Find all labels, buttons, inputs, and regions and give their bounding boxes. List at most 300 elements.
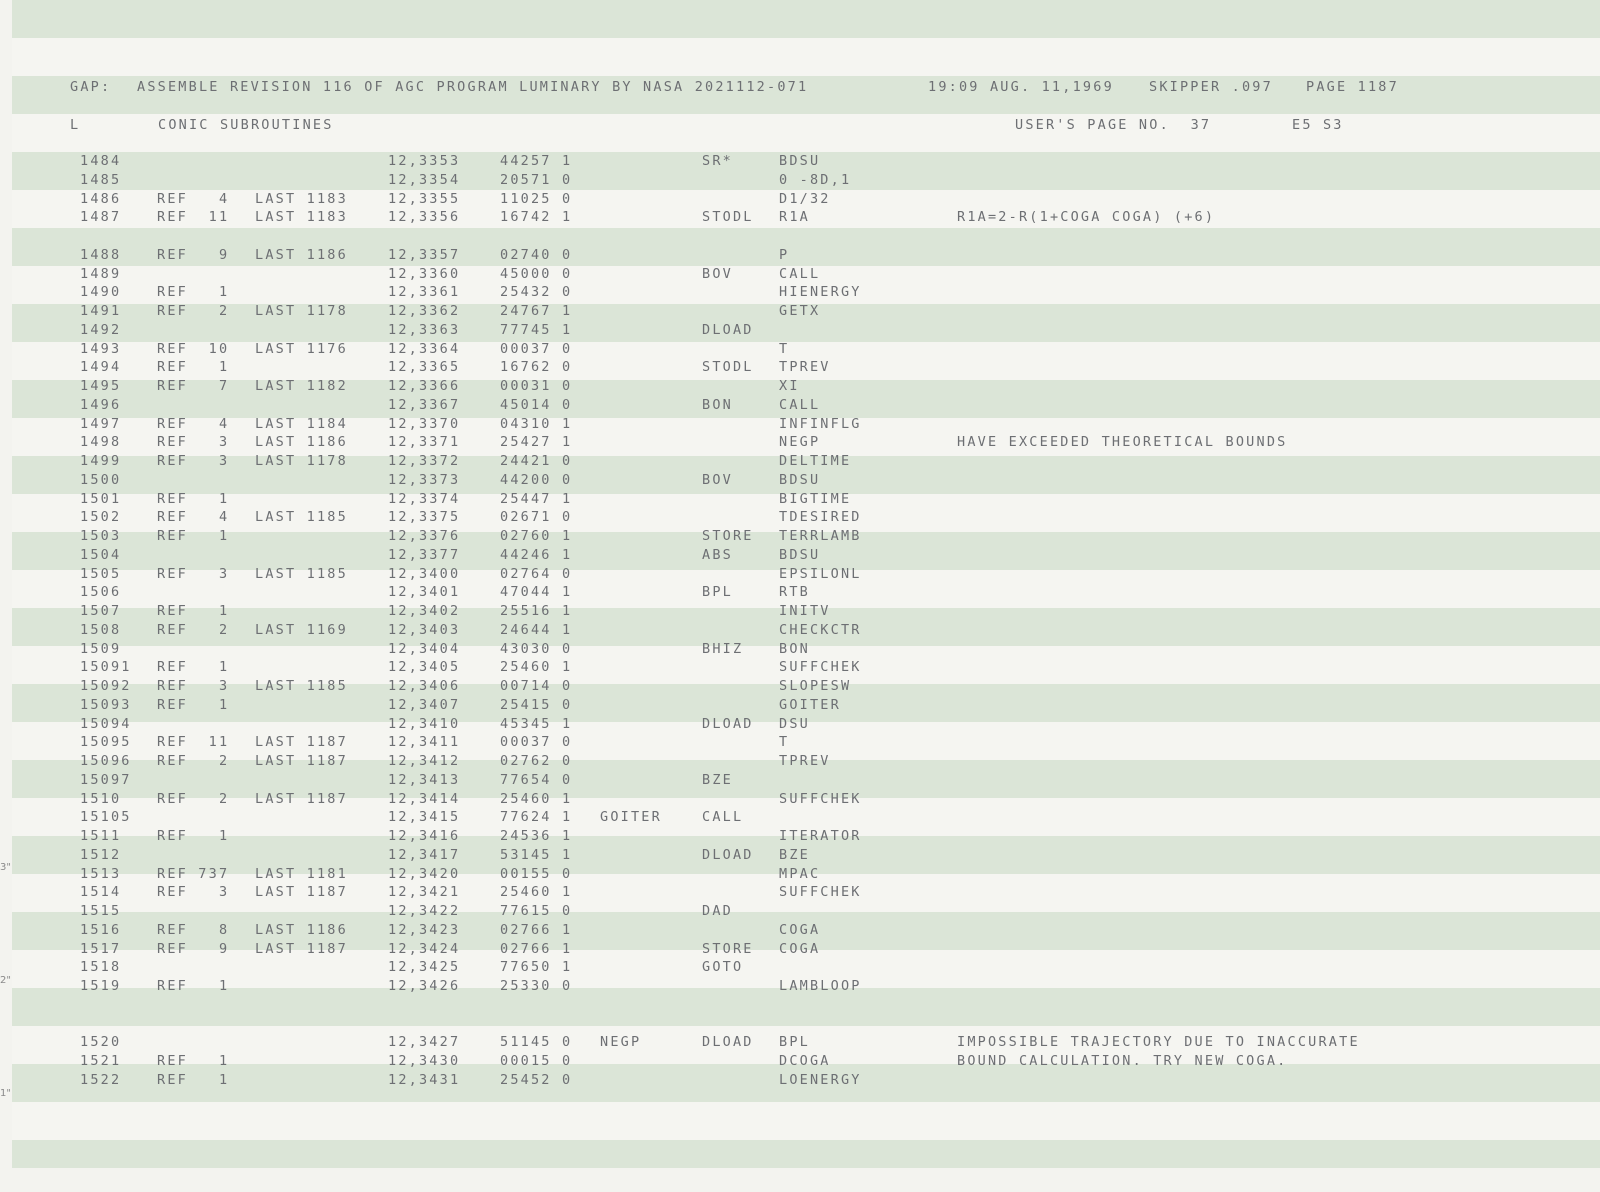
opcode: CALL (702, 809, 744, 826)
line-number: 1522 (80, 1071, 122, 1088)
listing-row (12, 433, 1600, 451)
listing-row (12, 508, 1600, 526)
address: 12,3354 (388, 171, 461, 188)
octal-word: 24536 1 (500, 828, 573, 844)
operand: T (779, 340, 790, 357)
ref-count: REF 737 (157, 865, 230, 882)
listing-row (12, 808, 1600, 826)
octal-word: 02766 1 (500, 921, 573, 938)
last-ref: LAST 1186 (255, 434, 348, 451)
operand: SUFFCHEK (779, 884, 862, 901)
last-ref: LAST 1178 (255, 303, 348, 319)
line-number: 1496 (80, 396, 122, 413)
line-number: 1485 (80, 171, 122, 188)
listing-row (12, 546, 1600, 564)
listing-row (12, 940, 1600, 958)
ref-count: REF 1 (157, 359, 230, 376)
line-number: 1502 (80, 509, 122, 526)
address: 12,3355 (388, 190, 461, 207)
address: 12,3407 (388, 696, 461, 713)
octal-word: 02762 0 (500, 753, 573, 769)
line-number: 1503 (80, 528, 122, 544)
ref-count: REF 11 (157, 734, 230, 751)
opcode: DLOAD (702, 715, 754, 732)
address: 12,3402 (388, 603, 461, 619)
octal-word: 24644 1 (500, 621, 573, 638)
address: 12,3366 (388, 378, 461, 394)
address: 12,3364 (388, 340, 461, 357)
line-number: 1491 (80, 303, 122, 319)
margin-mark: 2" (0, 975, 11, 986)
listing-row (12, 452, 1600, 470)
octal-word: 24421 0 (500, 453, 573, 469)
address: 12,3415 (388, 809, 461, 826)
ref-count: REF 2 (157, 753, 230, 769)
opcode: BOV (702, 471, 733, 488)
opcode: GOTO (702, 959, 744, 976)
last-ref: LAST 1182 (255, 378, 348, 394)
last-ref: LAST 1178 (255, 453, 348, 469)
line-number: 15105 (80, 809, 132, 826)
operand: GOITER (779, 696, 841, 713)
listing-row (12, 152, 1600, 170)
operand: CALL (779, 265, 821, 282)
section-title: CONIC SUBROUTINES (158, 117, 334, 133)
listing-row (12, 1052, 1600, 1070)
octal-word: 00031 0 (500, 378, 573, 394)
ref-count: REF 1 (157, 490, 230, 507)
octal-word: 77615 0 (500, 903, 573, 919)
opcode: STODL (702, 209, 754, 226)
ref-count: REF 2 (157, 303, 230, 319)
opcode: SR* (702, 153, 733, 169)
operand: LOENERGY (779, 1071, 862, 1088)
operand: TERRLAMB (779, 528, 862, 544)
address: 12,3372 (388, 453, 461, 469)
operand: SUFFCHEK (779, 790, 862, 807)
ref-count: REF 10 (157, 340, 230, 357)
line-number: 1498 (80, 434, 122, 451)
line-number: 1494 (80, 359, 122, 376)
ref-count: REF 1 (157, 978, 230, 994)
listing-row (12, 1015, 1600, 1033)
listing-row (12, 471, 1600, 489)
listing-row (12, 602, 1600, 620)
ref-count: REF 3 (157, 884, 230, 901)
listing-row (12, 321, 1600, 339)
octal-word: 00015 0 (500, 1053, 573, 1069)
address: 12,3426 (388, 978, 461, 994)
octal-word: 25415 0 (500, 696, 573, 713)
line-number: 1493 (80, 340, 122, 357)
address: 12,3427 (388, 1034, 461, 1051)
address: 12,3367 (388, 396, 461, 413)
address: 12,3413 (388, 771, 461, 788)
listing-row (12, 246, 1600, 264)
operand: CALL (779, 396, 821, 413)
last-ref: LAST 1183 (255, 209, 348, 226)
listing-row (12, 340, 1600, 358)
line-number: 15093 (80, 696, 132, 713)
operand: TPREV (779, 359, 831, 376)
address: 12,3421 (388, 884, 461, 901)
octal-word: 25452 0 (500, 1071, 573, 1088)
address: 12,3417 (388, 846, 461, 863)
operand: BDSU (779, 546, 821, 563)
address: 12,3400 (388, 565, 461, 582)
listing-row (12, 415, 1600, 433)
octal-word: 45000 0 (500, 265, 573, 282)
octal-word: 53145 1 (500, 846, 573, 863)
last-ref: LAST 1187 (255, 734, 348, 751)
address: 12,3357 (388, 246, 461, 263)
operand: COGA (779, 921, 821, 938)
operand: SLOPESW (779, 678, 852, 694)
comment: IMPOSSIBLE TRAJECTORY DUE TO INACCURATE (957, 1034, 1360, 1051)
address: 12,3403 (388, 621, 461, 638)
octal-word: 02740 0 (500, 246, 573, 263)
operand: ITERATOR (779, 828, 862, 844)
ref-count: REF 1 (157, 659, 230, 676)
octal-word: 45014 0 (500, 396, 573, 413)
octal-word: 02760 1 (500, 528, 573, 544)
address: 12,3353 (388, 153, 461, 169)
line-number: 1517 (80, 940, 122, 957)
listing-row (12, 790, 1600, 808)
operand: HIENERGY (779, 284, 862, 301)
octal-word: 77650 1 (500, 959, 573, 976)
statement-label: NEGP (600, 1034, 642, 1051)
opcode: STORE (702, 940, 754, 957)
last-ref: LAST 1185 (255, 565, 348, 582)
ref-count: REF 8 (157, 921, 230, 938)
opcode: DLOAD (702, 1034, 754, 1051)
address: 12,3410 (388, 715, 461, 732)
line-number: 1513 (80, 865, 122, 882)
address: 12,3414 (388, 790, 461, 807)
line-number: 1497 (80, 415, 122, 432)
octal-word: 77745 1 (500, 321, 573, 338)
ref-count: REF 2 (157, 790, 230, 807)
opcode: DAD (702, 903, 733, 919)
octal-word: 02766 1 (500, 940, 573, 957)
line-number: 1505 (80, 565, 122, 582)
operand: INITV (779, 603, 831, 619)
ref-count: REF 1 (157, 528, 230, 544)
address: 12,3411 (388, 734, 461, 751)
operand: XI (779, 378, 800, 394)
opcode: BHIZ (702, 640, 744, 657)
listing-row (12, 902, 1600, 920)
line-number: 1507 (80, 603, 122, 619)
address: 12,3376 (388, 528, 461, 544)
octal-word: 47044 1 (500, 584, 573, 601)
octal-word: 77624 1 (500, 809, 573, 826)
line-number: 1520 (80, 1034, 122, 1051)
line-number: 1488 (80, 246, 122, 263)
listing-row (12, 846, 1600, 864)
timestamp: 19:09 AUG. 11,1969 (928, 79, 1114, 95)
operand: GETX (779, 303, 821, 319)
address: 12,3404 (388, 640, 461, 657)
ref-count: REF 4 (157, 415, 230, 432)
line-number: 1490 (80, 284, 122, 301)
line-number: 1516 (80, 921, 122, 938)
listing-row (12, 752, 1600, 770)
address: 12,3430 (388, 1053, 461, 1069)
last-ref: LAST 1169 (255, 621, 348, 638)
line-number: 1487 (80, 209, 122, 226)
margin-mark: 3" (0, 862, 11, 873)
operand: BIGTIME (779, 490, 852, 507)
line-number: 1486 (80, 190, 122, 207)
line-number: 15096 (80, 753, 132, 769)
listing-row (12, 265, 1600, 283)
ref-count: REF 3 (157, 453, 230, 469)
listing-row (12, 302, 1600, 320)
l-label: L (70, 117, 81, 133)
address: 12,3401 (388, 584, 461, 601)
line-number: 15097 (80, 771, 132, 788)
operand: DSU (779, 715, 810, 732)
listing-page (12, 0, 1600, 1192)
listing-row (12, 565, 1600, 583)
address: 12,3356 (388, 209, 461, 226)
operand: EPSILONL (779, 565, 862, 582)
last-ref: LAST 1176 (255, 340, 348, 357)
operand: BZE (779, 846, 810, 863)
comment: HAVE EXCEEDED THEORETICAL BOUNDS (957, 434, 1288, 451)
octal-word: 02671 0 (500, 509, 573, 526)
listing-row (12, 283, 1600, 301)
gap-label: GAP: (70, 79, 112, 95)
line-number: 1495 (80, 378, 122, 394)
page-bottom-edge (12, 1168, 1600, 1192)
listing-row (12, 190, 1600, 208)
address: 12,3363 (388, 321, 461, 338)
octal-word: 20571 0 (500, 171, 573, 188)
address: 12,3362 (388, 303, 461, 319)
last-ref: LAST 1181 (255, 865, 348, 882)
opcode: DLOAD (702, 321, 754, 338)
ref-count: REF 3 (157, 565, 230, 582)
address: 12,3425 (388, 959, 461, 976)
listing-row (12, 227, 1600, 245)
line-number: 15091 (80, 659, 132, 676)
address: 12,3406 (388, 678, 461, 694)
address: 12,3374 (388, 490, 461, 507)
listing-row (12, 958, 1600, 976)
address: 12,3361 (388, 284, 461, 301)
octal-word: 25460 1 (500, 659, 573, 676)
octal-word: 77654 0 (500, 771, 573, 788)
listing-row (12, 996, 1600, 1014)
listing-row (12, 1071, 1600, 1089)
line-number: 1492 (80, 321, 122, 338)
operand: SUFFCHEK (779, 659, 862, 676)
operand: P (779, 246, 790, 263)
line-number: 1514 (80, 884, 122, 901)
last-ref: LAST 1185 (255, 678, 348, 694)
octal-word: 25330 0 (500, 978, 573, 994)
listing-row (12, 171, 1600, 189)
line-number: 1518 (80, 959, 122, 976)
line-number: 1512 (80, 846, 122, 863)
address: 12,3365 (388, 359, 461, 376)
address: 12,3424 (388, 940, 461, 957)
octal-word: 45345 1 (500, 715, 573, 732)
listing-row (12, 490, 1600, 508)
opcode: BPL (702, 584, 733, 601)
line-number: 15092 (80, 678, 132, 694)
listing-row (12, 1033, 1600, 1051)
line-number: 1515 (80, 903, 122, 919)
ref-count: REF 1 (157, 1053, 230, 1069)
listing-row (12, 827, 1600, 845)
octal-word: 00714 0 (500, 678, 573, 694)
listing-row (12, 377, 1600, 395)
octal-word: 00037 0 (500, 340, 573, 357)
ref-count: REF 3 (157, 678, 230, 694)
octal-word: 00037 0 (500, 734, 573, 751)
operand: BDSU (779, 471, 821, 488)
skipper: SKIPPER .097 (1149, 79, 1273, 95)
opcode: BOV (702, 265, 733, 282)
address: 12,3422 (388, 903, 461, 919)
line-number: 1499 (80, 453, 122, 469)
users-page-number: USER'S PAGE NO. 37 (1015, 117, 1212, 133)
octal-word: 25427 1 (500, 434, 573, 451)
ref-count: REF 9 (157, 246, 230, 263)
operand: MPAC (779, 865, 821, 882)
octal-word: 24767 1 (500, 303, 573, 319)
octal-word: 25447 1 (500, 490, 573, 507)
listing-row (12, 733, 1600, 751)
listing-row (12, 208, 1600, 226)
ref-count: REF 1 (157, 828, 230, 844)
operand: DELTIME (779, 453, 852, 469)
octal-word: 16762 0 (500, 359, 573, 376)
octal-word: 16742 1 (500, 209, 573, 226)
ref-count: REF 4 (157, 190, 230, 207)
operand: TDESIRED (779, 509, 862, 526)
listing-row (12, 921, 1600, 939)
line-number: 1510 (80, 790, 122, 807)
operand: BDSU (779, 153, 821, 169)
margin-mark: 1" (0, 1088, 11, 1099)
ref-count: REF 7 (157, 378, 230, 394)
address: 12,3375 (388, 509, 461, 526)
operand: LAMBLOOP (779, 978, 862, 994)
line-number: 15094 (80, 715, 132, 732)
ref-count: REF 2 (157, 621, 230, 638)
operand: INFINFLG (779, 415, 862, 432)
last-ref: LAST 1186 (255, 246, 348, 263)
opcode: STODL (702, 359, 754, 376)
page-number: PAGE 1187 (1306, 79, 1399, 95)
line-number: 1484 (80, 153, 122, 169)
line-number: 1501 (80, 490, 122, 507)
opcode: ABS (702, 546, 733, 563)
octal-word: 25432 0 (500, 284, 573, 301)
opcode: DLOAD (702, 846, 754, 863)
address: 12,3420 (388, 865, 461, 882)
octal-word: 43030 0 (500, 640, 573, 657)
ref-count: REF 1 (157, 696, 230, 713)
last-ref: LAST 1187 (255, 884, 348, 901)
line-number: 1504 (80, 546, 122, 563)
operand: 0 -8D,1 (779, 171, 852, 188)
listing-row (12, 977, 1600, 995)
listing-row (12, 677, 1600, 695)
listing-row (12, 658, 1600, 676)
ref-count: REF 9 (157, 940, 230, 957)
line-number: 1500 (80, 471, 122, 488)
section-code: E5 S3 (1292, 117, 1344, 133)
last-ref: LAST 1184 (255, 415, 348, 432)
last-ref: LAST 1183 (255, 190, 348, 207)
last-ref: LAST 1185 (255, 509, 348, 526)
operand: T (779, 734, 790, 751)
octal-word: 51145 0 (500, 1034, 573, 1051)
operand: BON (779, 640, 810, 657)
last-ref: LAST 1187 (255, 753, 348, 769)
line-number: 1519 (80, 978, 122, 994)
octal-word: 11025 0 (500, 190, 573, 207)
operand: RTB (779, 584, 810, 601)
listing-row (12, 621, 1600, 639)
operand: COGA (779, 940, 821, 957)
comment: R1A=2-R(1+COGA COGA) (+6) (957, 209, 1216, 226)
listing-row (12, 715, 1600, 733)
operand: NEGP (779, 434, 821, 451)
address: 12,3360 (388, 265, 461, 282)
assemble-text: ASSEMBLE REVISION 116 OF AGC PROGRAM LUMINARY BY NASA 2021112-071 (137, 79, 809, 95)
address: 12,3373 (388, 471, 461, 488)
ref-count: REF 1 (157, 1071, 230, 1088)
line-number: 1511 (80, 828, 122, 844)
address: 12,3377 (388, 546, 461, 563)
ref-count: REF 4 (157, 509, 230, 526)
octal-word: 00155 0 (500, 865, 573, 882)
listing-row (12, 358, 1600, 376)
line-number: 1509 (80, 640, 122, 657)
ref-count: REF 11 (157, 209, 230, 226)
listing-row (12, 527, 1600, 545)
operand: D1/32 (779, 190, 831, 207)
line-number: 1521 (80, 1053, 122, 1069)
octal-word: 02764 0 (500, 565, 573, 582)
listing-row (12, 696, 1600, 714)
last-ref: LAST 1186 (255, 921, 348, 938)
address: 12,3412 (388, 753, 461, 769)
octal-word: 25516 1 (500, 603, 573, 619)
octal-word: 44257 1 (500, 153, 573, 169)
opcode: BON (702, 396, 733, 413)
last-ref: LAST 1187 (255, 790, 348, 807)
operand: BPL (779, 1034, 810, 1051)
operand: TPREV (779, 753, 831, 769)
address: 12,3371 (388, 434, 461, 451)
line-number: 1489 (80, 265, 122, 282)
octal-word: 44246 1 (500, 546, 573, 563)
line-number: 1508 (80, 621, 122, 638)
line-number: 1506 (80, 584, 122, 601)
listing-row (12, 771, 1600, 789)
listing-row (12, 640, 1600, 658)
listing-row (12, 583, 1600, 601)
address: 12,3423 (388, 921, 461, 938)
